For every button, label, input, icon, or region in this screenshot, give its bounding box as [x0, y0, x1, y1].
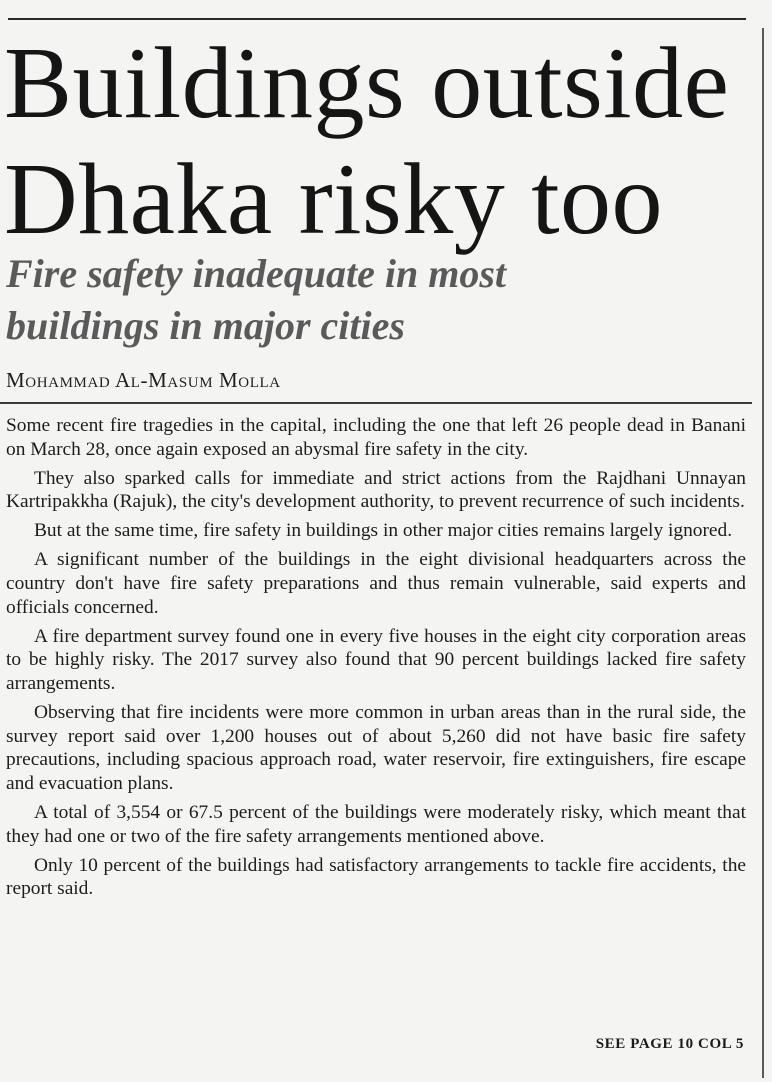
- byline: Mohammad Al-Masum Molla: [6, 368, 281, 392]
- article-body: [6, 414, 746, 906]
- paragraph: Only 10 percent of the buildings had satisfactory arrangements to tackle fire accidents, the report said.: [6, 854, 746, 900]
- paragraph: But at the same time, fire safety in buildings in other major cities remains largely ignored.: [34, 520, 733, 542]
- paragraph: Observing that fire incidents were more common in urban areas than in the rural side, the survey report said over 1,200 houses out of about 5,260 did not have basic fire safety precautions, including spacious approach road, water reservoir, fire extinguishers, fire escape and evacuation plans.: [6, 702, 746, 794]
- subheadline: [6, 248, 756, 352]
- paragraph: A fire department survey found one in every five houses in the eight city corporation areas to be highly risky. The 2017 survey also found that 90 percent buildings lacked fire safety arrangements.: [6, 625, 746, 694]
- paragraph: They also sparked calls for immediate and strict actions from the Rajdhani Unnayan Kartripakkha (Rajuk), the city's development authority, to prevent recurrence of such incidents.: [6, 467, 746, 513]
- headline-line-2: Dhaka risky too: [4, 143, 664, 256]
- paragraph: Some recent fire tragedies in the capital, including the one that left 26 people dead in Banani on March 28, once again exposed an abysmal fire safety in the city.: [6, 415, 746, 460]
- headline-line-1: Buildings outside: [4, 27, 730, 140]
- subheadline-line-2: buildings in major cities: [6, 303, 405, 348]
- byline-rule: [0, 402, 752, 404]
- continuation-note: SEE PAGE 10 COL 5: [595, 1036, 744, 1052]
- paragraph: A significant number of the buildings in the eight divisional headquarters across the country don't have fire safety preparations and thus remain vulnerable, said experts and officials concerned.: [6, 549, 746, 618]
- column-rule: [762, 28, 764, 1078]
- headline: [4, 26, 756, 258]
- paragraph: A total of 3,554 or 67.5 percent of the buildings were moderately risky, which meant that they had one or two of the fire safety arrangements mentioned above.: [6, 801, 746, 847]
- subheadline-line-1: Fire safety inadequate in most: [6, 251, 506, 296]
- top-rule: [8, 18, 746, 20]
